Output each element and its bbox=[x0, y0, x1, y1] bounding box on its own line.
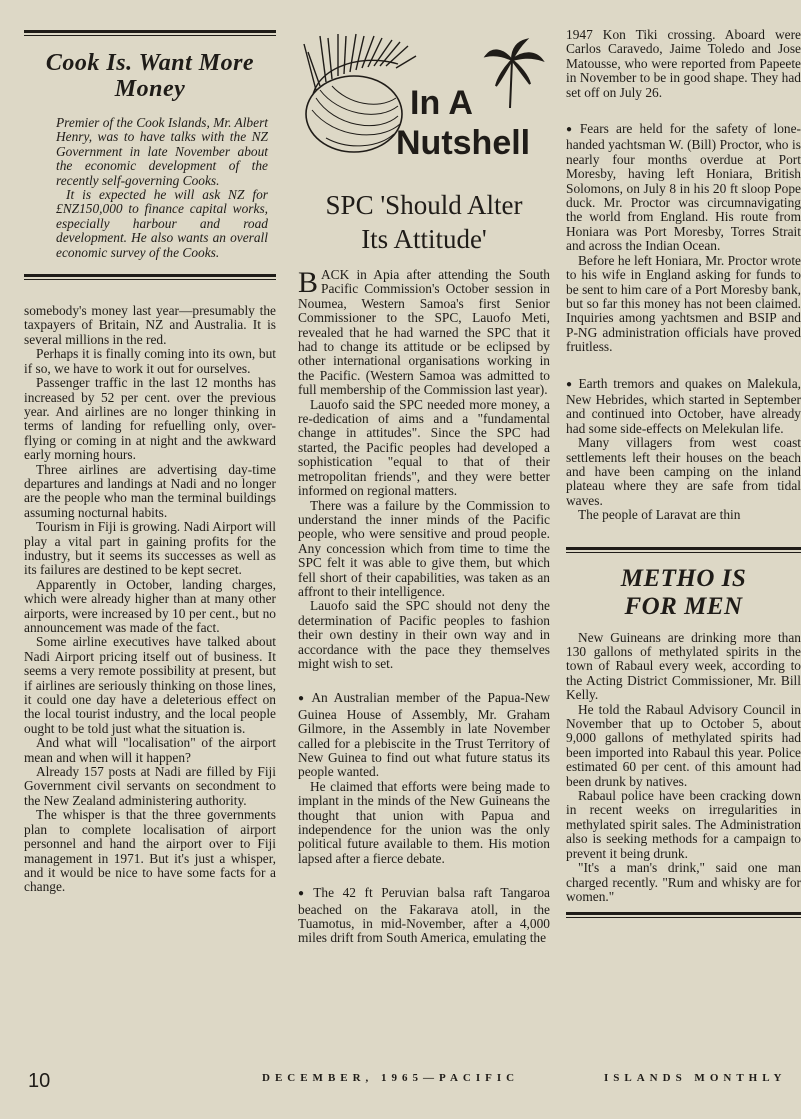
spc-headline-line-1: SPC 'Should Alter bbox=[325, 190, 523, 220]
raft-item bbox=[298, 886, 550, 946]
metho-para: New Guineans are drinking more than 130 gallons of methylated spirits in the town of Rabaul every week, according to the Acting District Commissioner, Mr. Bill Kelly. bbox=[566, 629, 801, 703]
logo-line-1: In A bbox=[410, 84, 473, 122]
spc-para: Lauofo said the SPC should not deny the determination of Pacific peoples to fashion their own destiny in their own way and in accordance with the pace they themselves might wish to set. bbox=[298, 598, 550, 671]
nadi-para: Already 157 posts at Nadi are filled by Fiji Government civil servants on secondment to the New Zealand administering authority. bbox=[24, 764, 276, 808]
metho-headline-line-2: FOR MEN bbox=[624, 592, 743, 620]
footer-publication: ISLANDS MONTHLY bbox=[604, 1072, 787, 1084]
bullet-icon: ● bbox=[298, 693, 308, 705]
quake-item-text: Earth tremors and quakes on Malekula, New Hebrides, which started in September and continued into October, have already had some side-effects on Melekulan life. bbox=[566, 375, 801, 436]
quake-item bbox=[566, 377, 801, 437]
quake-para: Many villagers from west coast settlements left their houses on the beach and have been camping on the inland plateau where they are safe from tidal waves. bbox=[566, 435, 801, 508]
metho-para: "It's a man's drink," said one man charged recently. "Rum and whisky are for women." bbox=[566, 860, 801, 904]
metho-headline-line-1: METHO IS bbox=[620, 564, 747, 592]
left-column bbox=[24, 0, 276, 895]
raft-item-text: The 42 ft Peruvian balsa raft Tangaroa beached on the Fakarava atoll, in the Tuamotus, in mid-November, after a 4,000 miles drift from South America, emulating the bbox=[298, 885, 551, 946]
top-rule-thin bbox=[24, 35, 276, 36]
spc-headline bbox=[298, 188, 550, 256]
nadi-para: Three airlines are advertising day-time departures and landings at Nadi and no longer are the people who man the terminal buildings assuming nocturnal habits. bbox=[24, 461, 276, 520]
metho-rule-thin bbox=[566, 552, 801, 553]
page-number: 10 bbox=[28, 1070, 51, 1092]
spc-first-text: ACK in Apia after attending the South Pacific Commission's October session in Noumea, Western Samoa's first Senior Commissioner to the SPC, Lauofo Meti, revealed that he had warned the SPC that it had to change its attitude or be eclipsed by other international organisations working in the Pacific. (Western Samoa was admitted to full membership of the Commission last year). bbox=[298, 267, 550, 398]
bullet-icon: ● bbox=[566, 378, 575, 390]
metho-headline bbox=[566, 565, 801, 621]
metho-bottom-rule-thin bbox=[566, 917, 801, 918]
raft-continued: 1947 Kon Tiki crossing. Aboard were Carlos Caravedo, Jaime Toledo and Jose Matousse, who were reported from Papeete in November to be in good shape. They had set off on July 26. bbox=[566, 28, 801, 100]
metho-rule bbox=[566, 547, 801, 550]
nadi-para: somebody's money last year—presumably the taxpayers of Britain, NZ and Australia. It is several millions in the red. bbox=[24, 303, 276, 347]
nadi-para: Tourism in Fiji is growing. Nadi Airport will play a vital part in gaining profits for the industry, but it seems its successes as well as its failures are destined to be kept secret. bbox=[24, 519, 276, 578]
spc-para: There was a failure by the Commission to understand the inner minds of the Pacific people, who were sensitive and proud people. Any concession which from time to time the SPC felt it was able to give them, but which fell short of their capabilities, was taken as an affront to their intelligence. bbox=[298, 497, 550, 599]
nadi-para: Some airline executives have talked about Nadi Airport pricing itself out of business. It seems a very remote possibility at present, but if airlines are seriously thinking on those lines, it could one day have a deleterious effect on the local tourist industry, and the local people ought to be told just what the situation is. bbox=[24, 634, 276, 736]
quake-para: The people of Laravat are thin bbox=[578, 507, 741, 523]
nadi-para: Perhaps it is finally coming into its own, but if so, we have to work it out for ourselves. bbox=[24, 346, 276, 376]
nadi-para: Passenger traffic in the last 12 months has increased by 52 per cent. over the previous year. And airlines are no longer thinking in terms of landing for refuelling only, over-flying or coming in at night and the awkward early morning hours. bbox=[24, 375, 276, 463]
cook-deck-para-1: Premier of the Cook Islands, Mr. Albert Henry, was to have talks with the NZ Government in late November about the economic development of the recently self-governing Cooks. bbox=[56, 115, 268, 188]
proctor-para: Before he left Honiara, Mr. Proctor wrote to his wife in England asking for funds to be sent to him care of a Port Moresby bank, but so far this money has not been claimed. Inquiries among yachtsmen and BSIP and P-NG administration officials have proved fruitless. bbox=[566, 252, 801, 355]
proctor-item bbox=[566, 122, 801, 254]
metho-para: He told the Rabaul Advisory Council in November that up to October 5, about 9,000 gallons of methylated spirits had been imported into Rabaul this year. Police estimated 60 per cent. of this amount had been drunk by natives. bbox=[566, 701, 801, 789]
cook-deck bbox=[24, 116, 276, 260]
metho-article bbox=[566, 631, 801, 905]
spc-drop-cap: B bbox=[298, 266, 319, 299]
spc-para: Lauofo said the SPC needed more money, a re-dedication of aims and a "fundamental change in attitudes". Since the SPC had started, the Pacific peoples had developed a sophistication "equal to that of their metropolitan friends", and they were better informed on regional matters. bbox=[298, 396, 550, 499]
nadi-para: Apparently in October, landing charges, which were already higher than at many other airports, were increased by 10 per cent., but no announcement was made of the fact. bbox=[24, 576, 276, 635]
png-item bbox=[298, 691, 550, 779]
middle-column bbox=[298, 268, 550, 946]
section-rule-thin bbox=[24, 279, 276, 280]
coconut-palm-illustration bbox=[298, 30, 550, 170]
spc-headline-line-2: Its Attitude' bbox=[361, 224, 487, 254]
nadi-article bbox=[24, 304, 276, 895]
png-item-text: An Australian member of the Papua-New Guinea House of Assembly, Mr. Graham Gilmore, in the Assembly in late November called for a plebiscite in the Trust Territory of New Guinea to find out what future status its people wanted. bbox=[298, 690, 551, 780]
spc-para-first bbox=[298, 268, 550, 398]
bullet-icon: ● bbox=[298, 888, 310, 900]
metho-bottom-rule bbox=[566, 912, 801, 915]
cook-deck-para-2: It is expected he will ask NZ for £NZ150,000 to finance capital works, especially harbour and road development. He also wants an overall economic survey of the Cooks. bbox=[56, 187, 268, 260]
nadi-para: The whisper is that the three governments plan to complete localisation of airport personnel and hand the airport over to Fiji management in 1971. But it's just a whisper, and it would be nice to have some facts for a change. bbox=[24, 807, 276, 895]
proctor-item-text: Fears are held for the safety of lone-handed yachtsman W. (Bill) Proctor, who is nearly four months overdue at Port Moresby, having left Honiara, British Solomons, on July 8 in his 20 ft sloop Pope duck. Mr. Proctor was circumnavigating the world from England. His route from Honiara was Port Moresby, Torres Strait and across the Indian Ocean. bbox=[566, 121, 801, 254]
cook-headline: Cook Is. Want More Money bbox=[45, 50, 255, 102]
top-rule bbox=[24, 30, 276, 33]
footer-date: DECEMBER, 1965—PACIFIC bbox=[262, 1072, 520, 1084]
in-a-nutshell-logo bbox=[298, 30, 550, 170]
nadi-para: And what will "localisation" of the airport mean and when will it happen? bbox=[24, 735, 276, 765]
png-para: He claimed that efforts were being made to implant in the minds of the New Guineans the thought that union with Papua and independence for the union was the only political future available to them. His motion lapsed after a fierce debate. bbox=[298, 778, 550, 866]
logo-line-2: Nutshell bbox=[396, 124, 531, 162]
metho-para: Rabaul police have been cracking down in recent weeks on irregularities in methylated spirit sales. The Administration also is seeking methods for a campaign to prevent it being drunk. bbox=[566, 788, 801, 861]
bullet-icon: ● bbox=[566, 124, 576, 136]
right-column bbox=[566, 28, 801, 1063]
section-rule bbox=[24, 274, 276, 277]
